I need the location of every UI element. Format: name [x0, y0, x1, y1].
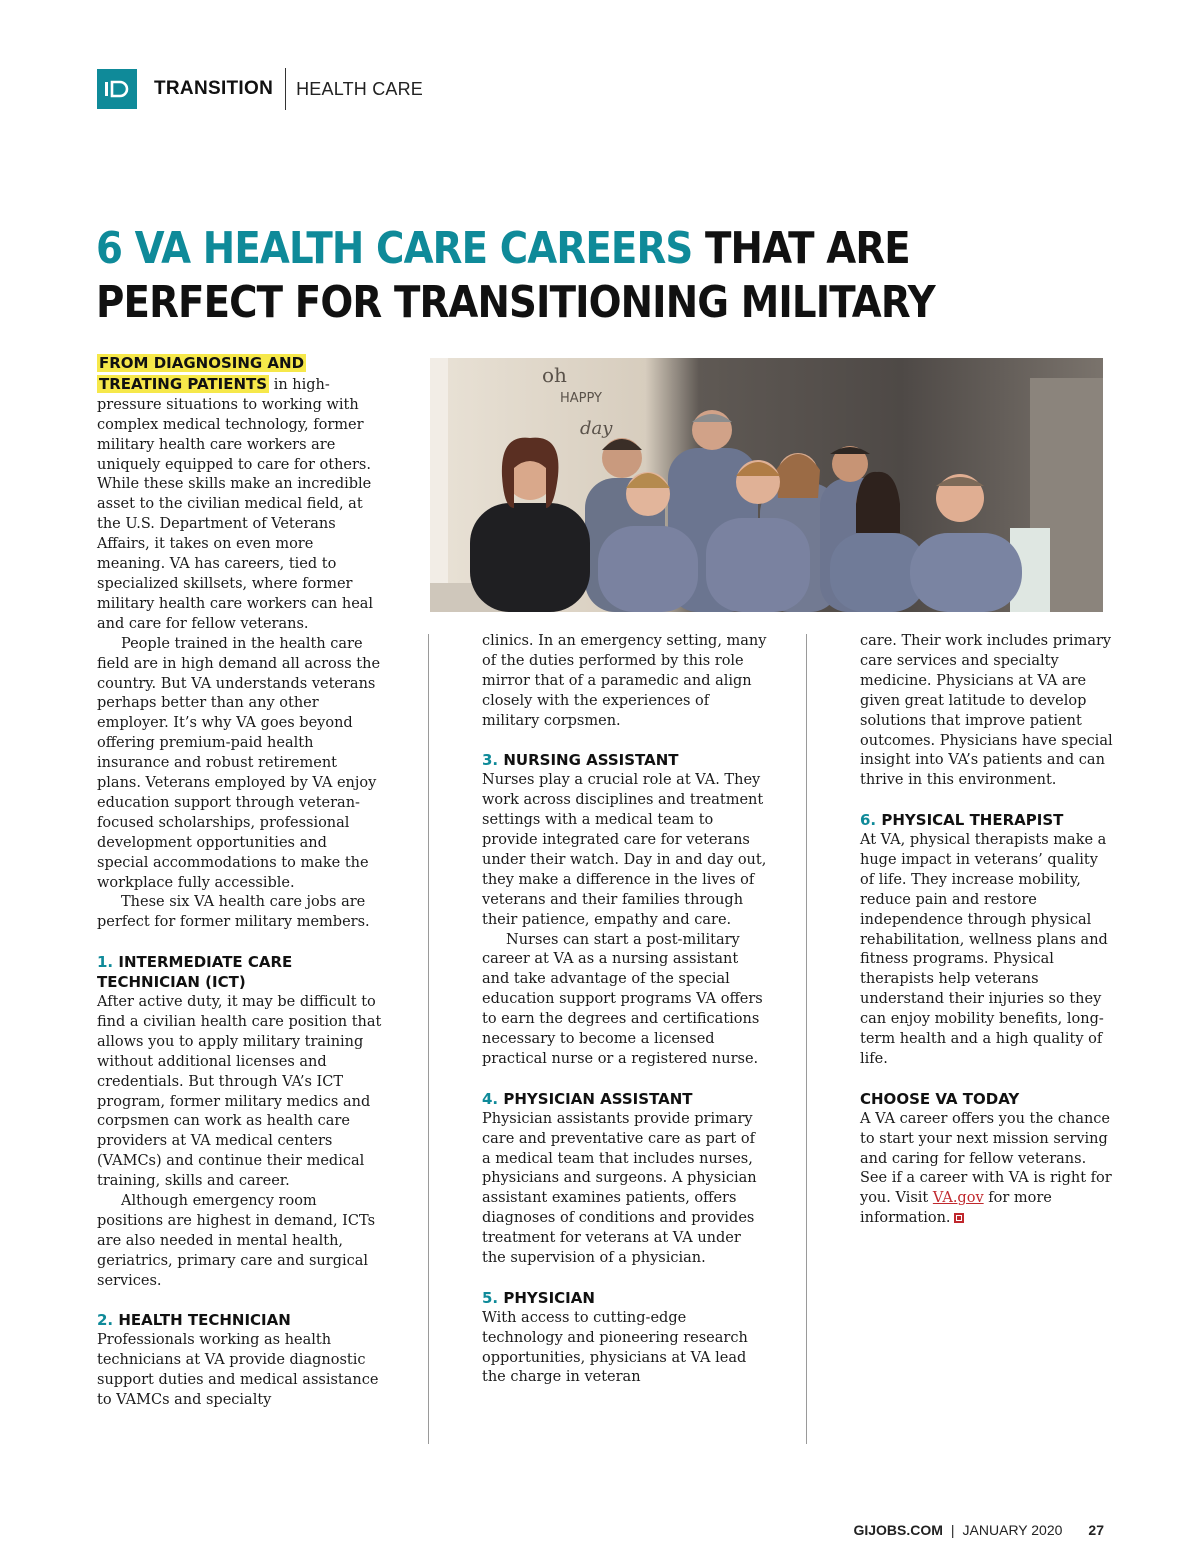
staff-photo-illustration: [430, 358, 1103, 612]
subsection-label: HEALTH CARE: [296, 78, 423, 99]
closing-paragraph: A VA career offers you the chance to start your next mission serving and caring for fellow veterans. See if a career with VA is right for you. Visit VA.gov for more information.: [860, 1110, 1112, 1227]
header-divider: [285, 68, 286, 110]
lead-in-highlight: FROM DIAGNOSING AND TREATING PATIENTS: [99, 354, 305, 393]
footer-date: JANUARY 2020: [962, 1522, 1063, 1538]
section-3-paragraph: Nurses play a crucial role at VA. They work across disciplines and treatment settings with a medical team to provide integrated care for veterans under their watch. Day in and day out, they make a difference in the lives of veterans and their families through their patience, empathy and care.: [482, 772, 767, 928]
footer-site: GIJOBS.COM: [853, 1522, 943, 1538]
section-2-paragraph-start: Professionals working as health technicians at VA provide diagnostic support duties and medical assistance to VAMCs and specialty: [97, 1332, 379, 1409]
section-heading-2: 2. HEALTH TECHNICIAN: [97, 1311, 291, 1330]
intro-text: in high-pressure situations to working with complex medical technology, former military health care workers are uniquely equipped to care for others. While these skills make an incredible asset to the civilian medical field, at the U.S. Department of Veterans Affairs, it takes on even more meaning. VA has careers, tied to specialized skillsets, where former military health care workers can heal and care for fellow veterans.: [97, 376, 374, 632]
section-6-paragraph: At VA, physical therapists make a huge impact in veterans’ quality of life. They increase mobility, reduce pain and restore independence through physical rehabilitation, wellness plans and fitness programs. Physical therapists help veterans understand their injuries so they can enjoy mobility benefits, long-term health and a high quality of life.: [860, 832, 1108, 1068]
intro-paragraph-3: These six VA health care jobs are perfect for former military members.: [97, 894, 370, 931]
column-rule: [428, 634, 429, 1444]
section-5-paragraph-end: care. Their work includes primary care services and specialty medicine. Physicians at VA are given great latitude to develop solutions that improve patient outcomes. Physicians have special insight into VA’s patients and can thrive in this environment.: [860, 633, 1113, 789]
closing-heading: CHOOSE VA TODAY: [860, 1089, 1020, 1108]
headline-rest: THAT ARE: [692, 223, 910, 274]
section-2-paragraph-end: clinics. In an emergency setting, many of the duties performed by this role mirror that of a paramedic and align closely with the experiences of military corpsmen.: [482, 633, 767, 729]
footer-separator: |: [950, 1522, 955, 1538]
intro-paragraph-2: People trained in the health care field are in high demand all across the country. But VA understands veterans perhaps better than any other employer. It’s why VA goes beyond offering premium-paid health insurance and robust retirement plans. Veterans employed by VA enjoy education support through veteran-focused scholarships, professional development opportunities and special accommodations to make the workplace fully accessible.: [97, 635, 381, 891]
section-heading-4: 4. PHYSICIAN ASSISTANT: [482, 1089, 693, 1108]
section-3-paragraph-2: Nurses can start a post-military career at VA as a nursing assistant and take advantage of the special education support programs VA offers to earn the degrees and certifications necessary to become a licensed practical nurse or a registered nurse.: [482, 931, 763, 1068]
va-gov-link[interactable]: VA.gov: [932, 1190, 984, 1207]
article-column-2: [482, 632, 767, 1388]
section-heading-3: 3. NURSING ASSISTANT: [482, 751, 679, 770]
page-footer: [853, 1522, 1104, 1538]
section-5-paragraph-start: With access to cutting-edge technology and pioneering research opportunities, physicians at VA lead the charge in veteran: [482, 1309, 748, 1386]
headline-highlight: 6 VA HEALTH CARE CAREERS: [96, 223, 693, 274]
section-heading-1: 1. INTERMEDIATE CARE TECHNICIAN (ICT): [97, 953, 293, 992]
wall-text-oh: oh: [542, 363, 567, 387]
article-column-3: [860, 632, 1115, 1229]
section-heading-6: 6. PHYSICAL THERAPIST: [860, 811, 1064, 830]
section-1-paragraph-2: Although emergency room positions are highest in demand, ICTs are also needed in mental health, geriatrics, primary care and surgical services.: [97, 1193, 376, 1289]
section-4-paragraph: Physician assistants provide primary care and preventative care as part of a medical team that includes nurses, physicians and surgeons. A physician assistant examines patients, offers diagnoses of conditions and provides treatment for veterans at VA under the supervision of a physician.: [482, 1110, 757, 1267]
section-heading-5: 5. PHYSICIAN: [482, 1288, 595, 1307]
article-headline: [96, 222, 935, 330]
staff-group-photo: [430, 358, 1103, 612]
headline-line-2: PERFECT FOR TRANSITIONING MILITARY: [96, 277, 935, 328]
section-1-paragraph: After active duty, it may be difficult to find a civilian health care position that allows you to apply military training without additional licenses and credentials. But through VA’s ICT program, former military medics and corpsmen can work as health care providers at VA medical centers (VAMCs) and continue their medical training, skills and career.: [97, 993, 382, 1190]
section-header: [97, 68, 423, 110]
magazine-logo-icon: [97, 69, 137, 109]
section-label: TRANSITION: [154, 78, 274, 99]
column-rule: [806, 634, 807, 1444]
wall-text-happy: HAPPY: [560, 391, 603, 406]
end-of-article-icon: [954, 1213, 964, 1223]
article-column-1: [97, 354, 382, 1411]
intro-paragraph: [97, 354, 382, 635]
page-number: 27: [1088, 1522, 1104, 1538]
wall-text-day: day: [580, 418, 613, 439]
